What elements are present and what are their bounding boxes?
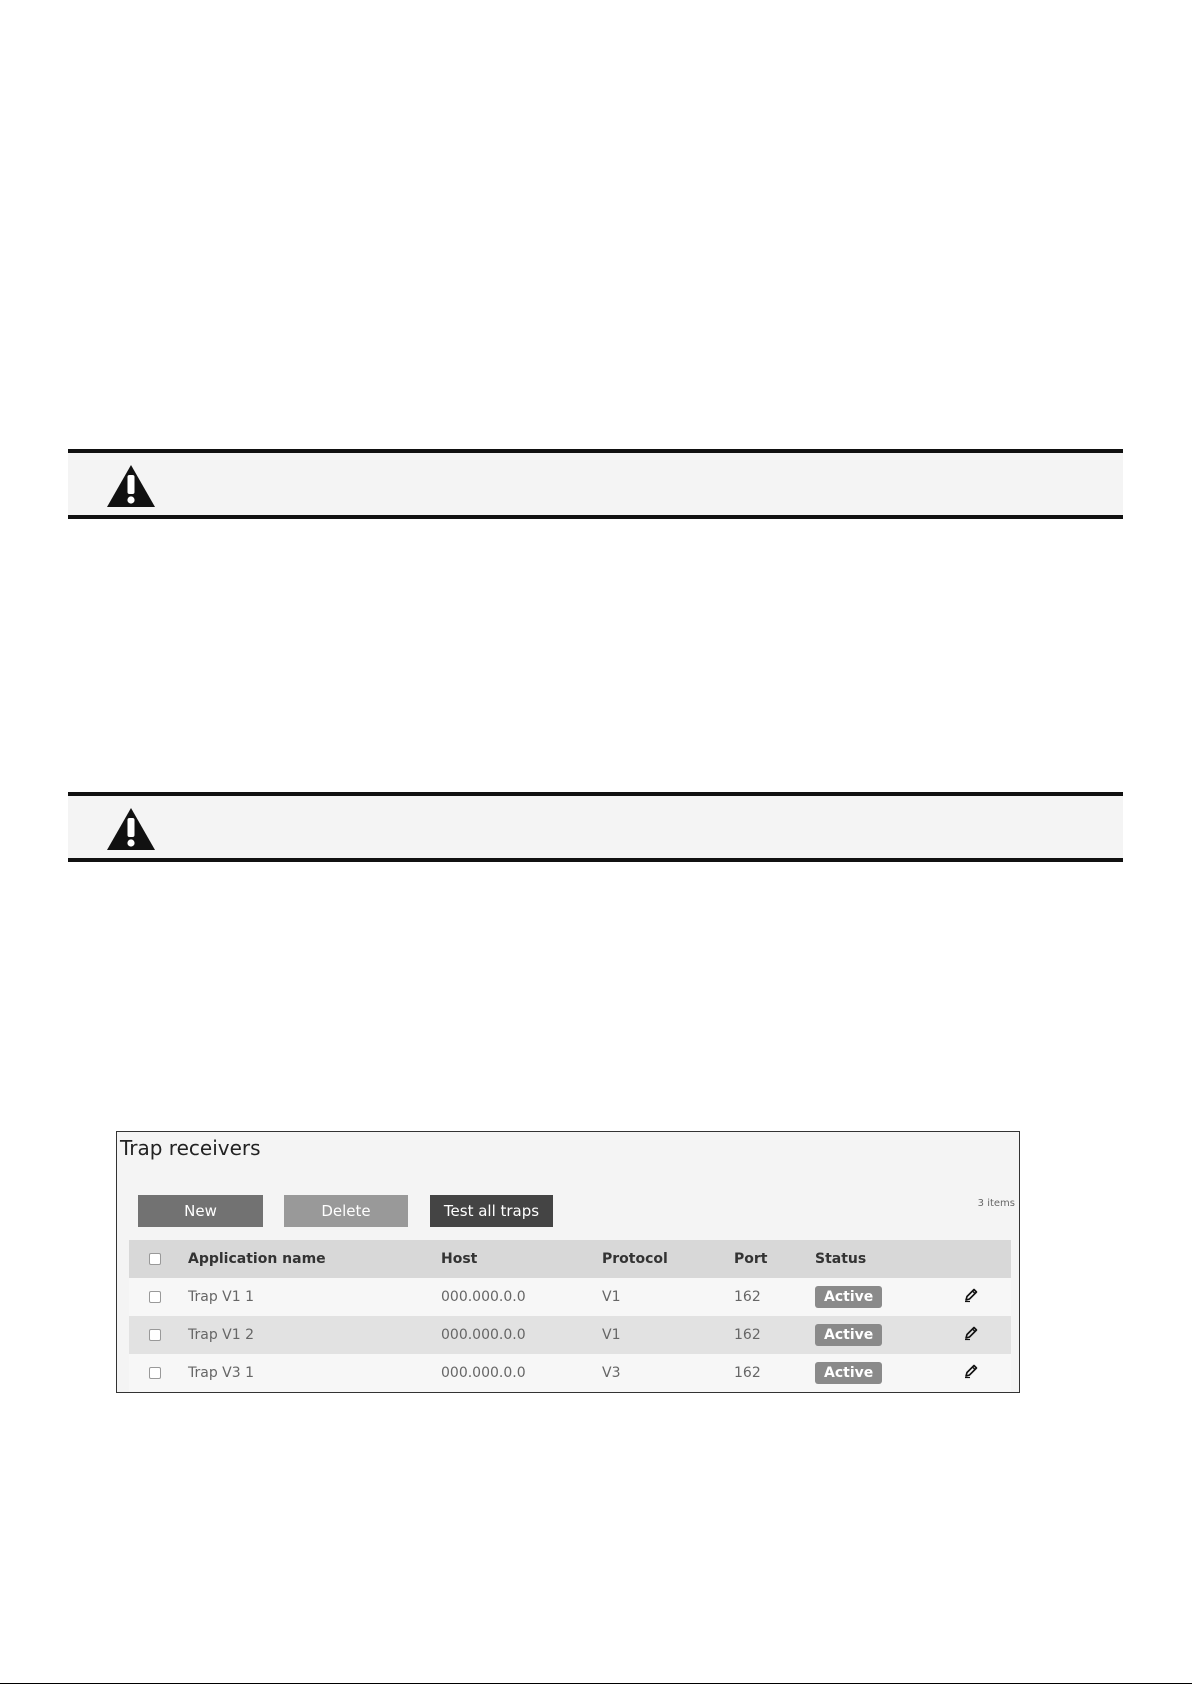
cell-port: 162: [734, 1289, 761, 1305]
cell-protocol: V1: [602, 1289, 621, 1305]
test-all-traps-button[interactable]: Test all traps: [430, 1195, 553, 1227]
cell-status: [815, 1354, 963, 1392]
cell-edit: [963, 1278, 1011, 1316]
cell-edit: [963, 1354, 1011, 1392]
table-header-row: [129, 1240, 1011, 1278]
cell-application-name: Trap V1 2: [188, 1327, 255, 1343]
table-row: [129, 1316, 1011, 1354]
row-select-cell: [129, 1278, 188, 1316]
select-all-cell: [129, 1240, 188, 1278]
pencil-edit-icon[interactable]: [963, 1325, 979, 1345]
column-header-protocol[interactable]: Protocol: [602, 1251, 668, 1267]
trap-receivers-panel: [116, 1131, 1020, 1393]
cell-application-name: Trap V3 1: [188, 1365, 255, 1381]
status-badge: Active: [815, 1286, 882, 1308]
status-badge: Active: [815, 1362, 882, 1384]
row-checkbox[interactable]: [149, 1367, 161, 1379]
warning-banner: [68, 792, 1123, 862]
footer-rule: [0, 1683, 1192, 1684]
status-badge: Active: [815, 1324, 882, 1346]
column-header-actions: [963, 1240, 1011, 1278]
column-header-application-name[interactable]: Application name: [188, 1251, 326, 1267]
select-all-checkbox[interactable]: [149, 1253, 161, 1265]
table-row: [129, 1354, 1011, 1392]
column-header-host[interactable]: Host: [441, 1251, 478, 1267]
cell-protocol: V3: [602, 1365, 621, 1381]
row-select-cell: [129, 1354, 188, 1392]
cell-protocol: V1: [602, 1327, 621, 1343]
items-count: 3 items: [977, 1198, 1015, 1209]
warning-triangle-icon: [106, 464, 156, 512]
column-header-status[interactable]: Status: [815, 1251, 867, 1267]
pencil-edit-icon[interactable]: [963, 1363, 979, 1383]
cell-port: 162: [734, 1327, 761, 1343]
trap-receivers-table: [129, 1240, 1011, 1392]
column-header-port[interactable]: Port: [734, 1251, 768, 1267]
cell-status: [815, 1316, 963, 1354]
pencil-edit-icon[interactable]: [963, 1287, 979, 1307]
row-checkbox[interactable]: [149, 1329, 161, 1341]
cell-status: [815, 1278, 963, 1316]
warning-banner: [68, 449, 1123, 519]
cell-host: 000.000.0.0: [441, 1289, 526, 1305]
warning-triangle-icon: [106, 807, 156, 855]
row-checkbox[interactable]: [149, 1291, 161, 1303]
delete-button[interactable]: Delete: [284, 1195, 408, 1227]
cell-host: 000.000.0.0: [441, 1327, 526, 1343]
cell-host: 000.000.0.0: [441, 1365, 526, 1381]
new-button[interactable]: New: [138, 1195, 263, 1227]
cell-edit: [963, 1316, 1011, 1354]
cell-application-name: Trap V1 1: [188, 1289, 255, 1305]
row-select-cell: [129, 1316, 188, 1354]
cell-port: 162: [734, 1365, 761, 1381]
table-row: [129, 1278, 1011, 1316]
panel-title: Trap receivers: [120, 1136, 261, 1160]
